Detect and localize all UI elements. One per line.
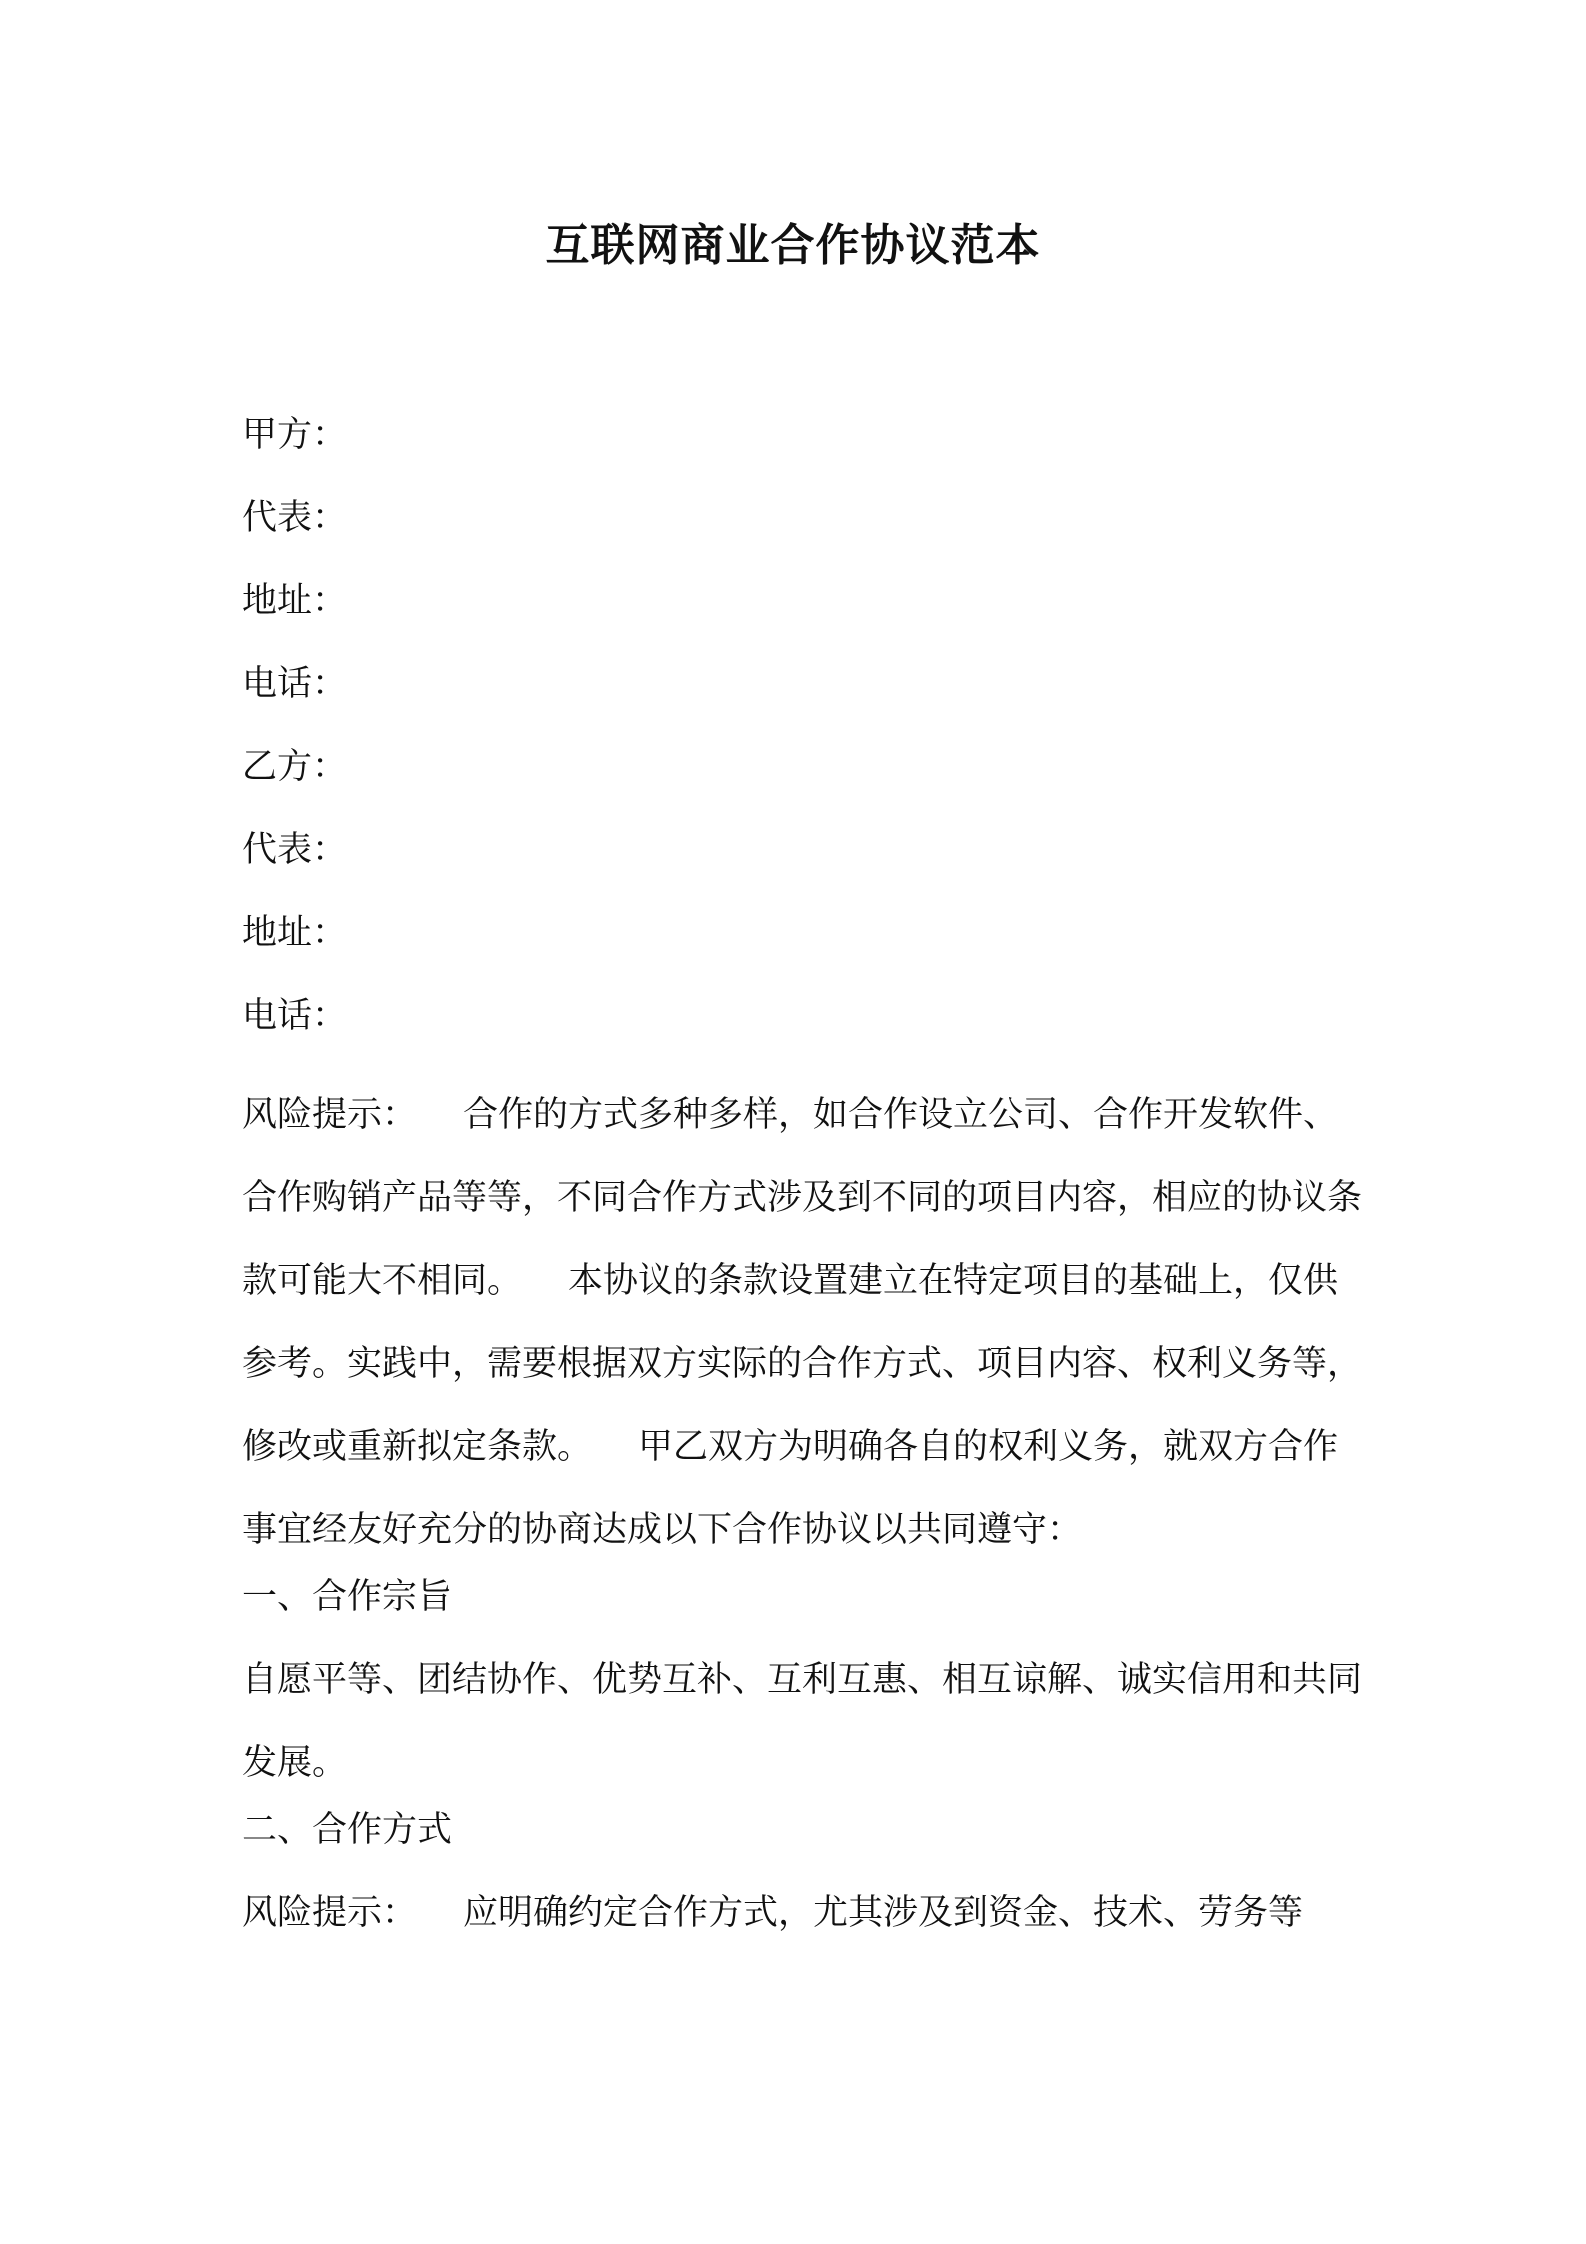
- section-1-heading: 一、合作宗旨: [242, 1577, 453, 1617]
- section-2-risk-paragraph: [242, 1872, 1362, 1955]
- section-2-risk-label: 风险提示：: [242, 1893, 418, 1933]
- party-b-name-label: 乙方：: [242, 747, 348, 787]
- risk-notice-text-3: 甲乙双方为明确各自的权利义务，就双方合作事宜经友好充分的协商达成以下合作协议以共同遵守：: [242, 1427, 1339, 1550]
- document-body: [242, 410, 1362, 1955]
- party-b-phone-label: 电话：: [242, 996, 348, 1036]
- risk-notice-paragraph: [242, 1074, 1362, 1572]
- section-2-risk-text: 应明确约定合作方式，尤其涉及到资金、技术、劳务等: [463, 1893, 1304, 1933]
- party-a-name-label: 甲方：: [242, 415, 348, 455]
- risk-notice-label: 风险提示：: [242, 1095, 418, 1135]
- party-a-phone-label: 电话：: [242, 664, 348, 704]
- party-b-address-label: 地址：: [242, 913, 348, 953]
- party-a-address-label: 地址：: [242, 581, 348, 621]
- party-b-rep-label: 代表：: [242, 830, 348, 870]
- risk-notice-text: 合作的方式多种多样，如合作设立公司、合作开发软件、合作购销产品等等，不同合作方式涉及到不同的项目内容，相应的协议条款可能大不相同。: [242, 1095, 1363, 1301]
- section-1-text: 自愿平等、团结协作、优势互补、互利互惠、相互谅解、诚实信用和共同发展。: [242, 1660, 1363, 1783]
- risk-notice-text-2: 本协议的条款设置建立在特定项目的基础上，仅供参考。实践中，需要根据双方实际的合作方式、项目内容、权利义务等，修改或重新拟定条款。: [242, 1261, 1363, 1467]
- document-title: 互联网商业合作协议范本: [545, 220, 1041, 271]
- section-2-heading: 二、合作方式: [242, 1810, 453, 1850]
- party-a-rep-label: 代表：: [242, 498, 348, 538]
